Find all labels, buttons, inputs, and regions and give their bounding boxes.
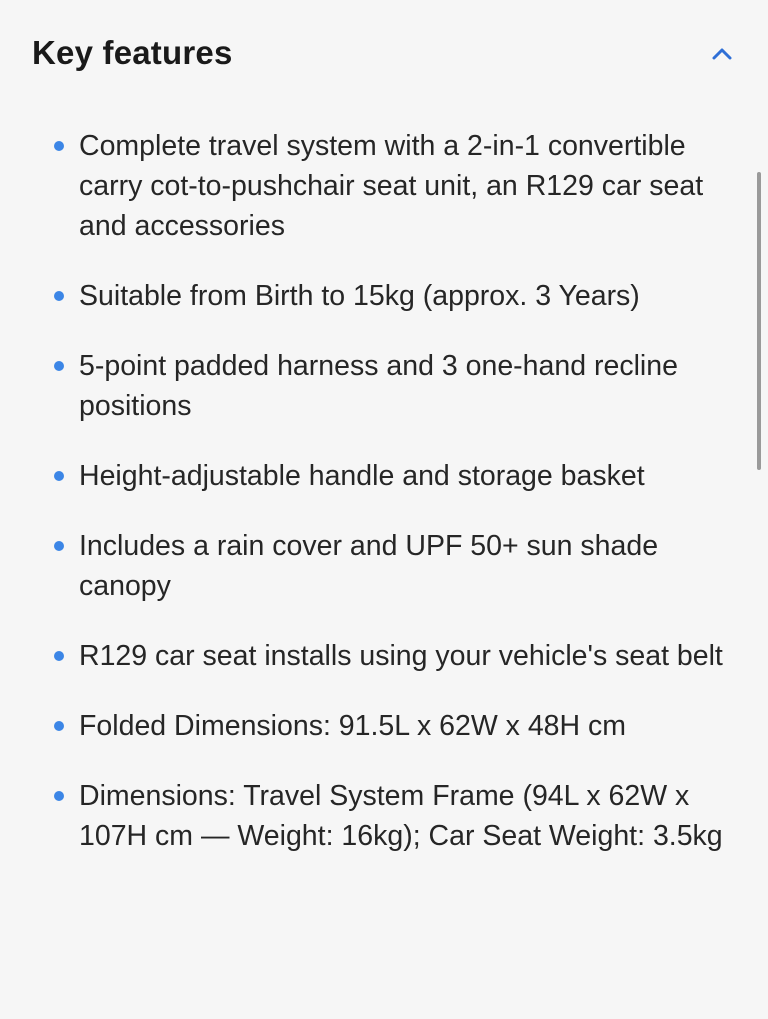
feature-text: Includes a rain cover and UPF 50+ sun shade canopy xyxy=(79,530,659,602)
key-features-header[interactable] xyxy=(32,30,736,82)
list-item xyxy=(50,126,740,246)
section-title: Key features xyxy=(32,34,233,71)
feature-text: Dimensions: Travel System Frame (94L x 62W x 107H cm — Weight: 16kg); Car Seat Weight: 3.5kg xyxy=(79,780,723,852)
chevron-up-icon xyxy=(711,47,733,61)
collapse-toggle-button[interactable] xyxy=(708,40,736,68)
bullet-icon xyxy=(54,361,64,371)
bullet-icon xyxy=(54,291,64,301)
bullet-icon xyxy=(54,141,64,151)
bullet-icon xyxy=(54,721,64,731)
list-item xyxy=(50,276,740,316)
feature-text: Folded Dimensions: 91.5L x 62W x 48H cm xyxy=(79,710,627,742)
bullet-icon xyxy=(54,791,64,801)
list-item xyxy=(50,456,740,496)
list-item xyxy=(50,776,740,856)
feature-text: 5-point padded harness and 3 one-hand recline positions xyxy=(79,350,678,422)
scrollbar[interactable] xyxy=(757,172,761,470)
bullet-icon xyxy=(54,651,64,661)
feature-text: Complete travel system with a 2-in-1 convertible carry cot-to-pushchair seat unit, an R129 car seat and accessories xyxy=(79,130,704,242)
list-item xyxy=(50,346,740,426)
bullet-icon xyxy=(54,471,64,481)
list-item xyxy=(50,706,740,746)
bullet-icon xyxy=(54,541,64,551)
list-item xyxy=(50,526,740,606)
feature-text: R129 car seat installs using your vehicle's seat belt xyxy=(79,640,723,672)
feature-text: Height-adjustable handle and storage basket xyxy=(79,460,645,492)
feature-list xyxy=(50,126,740,886)
list-item xyxy=(50,636,740,676)
feature-text: Suitable from Birth to 15kg (approx. 3 Years) xyxy=(79,280,640,312)
